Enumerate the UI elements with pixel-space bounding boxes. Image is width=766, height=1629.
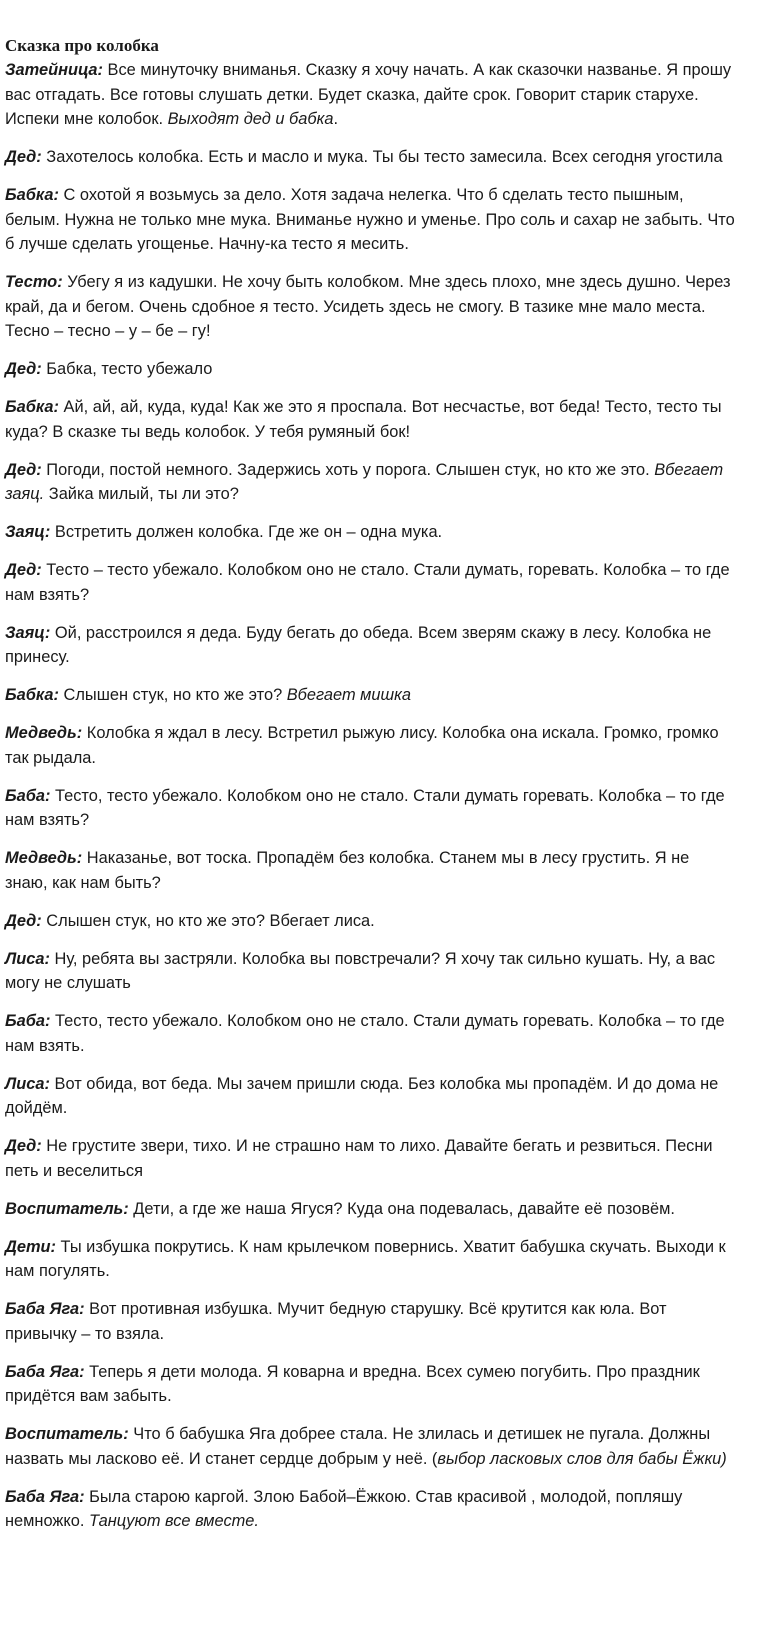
dialogue-paragraph (5, 683, 735, 708)
dialogue-text: Наказанье, вот тоска. Пропадём без колобка. Станем мы в лесу грустить. Я не знаю, как нам быть? (5, 849, 690, 892)
document-page (5, 34, 735, 1547)
dialogue-text: Ай, ай, ай, куда, куда! Как же это я проспала. Вот несчастье, вот беда! Тесто, тесто ты куда? В сказке ты ведь колобок. У тебя румяный бок! (5, 398, 722, 441)
speaker-name: Лиса: (5, 949, 50, 968)
dialogue-text: Все минуточку вниманья. Сказку я хочу начать. А как сказочки названье. Я прошу вас отгадать. Все готовы слушать детки. Будет сказка, дайте срок. Говорит старик старухе. Испеки мне колобок. (5, 61, 732, 128)
dialogue-paragraph (5, 1134, 735, 1183)
speaker-name: Бабка: (5, 398, 59, 416)
dialogue-text: Захотелось колобка. Есть и масло и мука. Ты бы тесто замесила. Всех сегодня угостила (41, 148, 723, 166)
speaker-name: Дед: (5, 1137, 42, 1155)
dialogue-paragraph (5, 721, 735, 770)
speaker-name: Баба Яга: (5, 1300, 85, 1318)
dialogue-text: С охотой я возьмусь за дело. Хотя задача нелегка. Что б сделать тесто пышным, белым. Нужна не только мне мука. Вниманье нужно и уменье. Про соль и сахар не забыть. Что б лучше сделать угощенье. Начну-ка тесто я месить. (5, 186, 735, 253)
dialogue-paragraph (5, 909, 735, 934)
dialogue-paragraph (5, 784, 735, 833)
stage-direction: Вбегает заяц. (5, 460, 724, 503)
stage-direction: Вбегает мишка (286, 686, 411, 704)
dialogue-text: Не грустите звери, тихо. И не страшно нам то лихо. Давайте бегать и резвиться. Песни петь и веселиться (5, 1137, 713, 1180)
dialogue-text: Вот противная избушка. Мучит бедную старушку. Всё крутится как юла. Вот привычку – то взяла. (5, 1300, 667, 1343)
dialogue-text: Тесто, тесто убежало. Колобком оно не стало. Стали думать горевать. Колобка – то где нам взять. (5, 1012, 725, 1055)
dialogue-text: Слышен стук, но кто же это? (58, 686, 287, 704)
document-title: Сказка про колобка (5, 36, 159, 55)
speaker-name: Медведь: (5, 724, 83, 742)
dialogue-paragraph (5, 270, 735, 344)
dialogue-text: Ой, расстроился я деда. Буду бегать до обеда. Всем зверям скажу в лесу. Колобка не принесу. (5, 623, 712, 666)
speaker-name: Дед: (5, 561, 42, 579)
dialogue-text: Что б бабушка Яга добрее стала. Не злилась и детишек не пугала. Должны назвать мы ласково её. И станет сердце добрым у неё. ( (5, 1425, 711, 1468)
dialogue-text-after: . (333, 110, 338, 128)
speaker-name: Бабка: (5, 186, 59, 204)
speaker-name: Воспитатель: (5, 1199, 129, 1218)
dialogue-paragraph (5, 1297, 735, 1346)
stage-direction: выбор ласковых слов для бабы Ёжки) (437, 1449, 727, 1468)
dialogue-paragraph (5, 520, 735, 545)
dialogue-paragraph (5, 1485, 735, 1534)
dialogue-text: Тесто – тесто убежало. Колобком оно не стало. Стали думать, горевать. Колобка – то где нам взять? (5, 561, 730, 604)
dialogue-text: Встретить должен колобка. Где же он – одна мука. (50, 523, 443, 541)
dialogue-paragraph (5, 846, 735, 895)
dialogue-paragraph (5, 621, 735, 670)
speaker-name: Бабка: (5, 686, 59, 704)
speaker-name: Тесто: (5, 273, 63, 291)
stage-direction: Выходят дед и бабка (167, 110, 334, 128)
dialogue-text: Колобка я ждал в лесу. Встретил рыжую лису. Колобка она искала. Громко, громко так рыдала. (5, 724, 719, 767)
dialogue-paragraph (5, 58, 735, 132)
speaker-name: Медведь: (5, 849, 83, 867)
dialogue-paragraph (5, 1422, 735, 1471)
dialogue-text: Ты избушка покрутись. К нам крылечком повернись. Хватит бабушка скучать. Выходи к нам погулять. (5, 1237, 726, 1280)
speaker-name: Баба: (5, 786, 51, 805)
dialogue-paragraph (5, 145, 735, 170)
speaker-name: Лиса: (5, 1074, 50, 1093)
dialogue-paragraph (5, 1072, 735, 1121)
dialogue-paragraph (5, 1009, 735, 1058)
dialogue-text: Погоди, постой немного. Задержись хоть у порога. Слышен стук, но кто же это. (41, 460, 655, 479)
stage-direction: Танцуют все вместе. (88, 1512, 259, 1530)
dialogue-text-after: Зайка милый, ты ли это? (44, 485, 239, 503)
dialogue-paragraph (5, 947, 735, 996)
dialogue-text: Слышен стук, но кто же это? Вбегает лиса. (41, 911, 375, 930)
dialogue-text: Тесто, тесто убежало. Колобком оно не стало. Стали думать горевать. Колобка – то где нам взять? (5, 786, 725, 829)
speaker-name: Дед: (5, 148, 42, 166)
dialogue-paragraph (5, 357, 735, 382)
dialogue-paragraph (5, 183, 735, 257)
speaker-name: Затейница: (5, 61, 103, 79)
dialogue-text: Была старою каргой. Злою Бабой–Ёжкою. Став красивой , молодой, попляшу немножко. (5, 1487, 683, 1530)
dialogue-paragraph (5, 1360, 735, 1409)
speaker-name: Заяц: (5, 623, 51, 642)
speaker-name: Воспитатель: (5, 1425, 129, 1443)
speaker-name: Заяц: (5, 523, 51, 541)
speaker-name: Дед: (5, 911, 42, 930)
dialogue-text: Теперь я дети молода. Я коварна и вредна. Всех сумею погубить. Про праздник придётся вам забыть. (5, 1362, 700, 1405)
speaker-name: Баба Яга: (5, 1362, 85, 1381)
dialogue-text: Убегу я из кадушки. Не хочу быть колобком. Мне здесь плохо, мне здесь душно. Через край, да и бегом. Очень сдобное я тесто. Усидеть здесь не смогу. В тазике мне мало места. Тесно – тесно – у – бе – гу! (5, 273, 731, 340)
dialogue-paragraph (5, 1197, 735, 1222)
dialogue-paragraph (5, 558, 735, 607)
dialogue-paragraph (5, 1235, 735, 1284)
dialogue-paragraph (5, 395, 735, 444)
speaker-name: Дед: (5, 460, 42, 479)
speaker-name: Баба Яга: (5, 1487, 85, 1506)
speaker-name: Дед: (5, 360, 42, 378)
dialogue-paragraph (5, 458, 735, 507)
speaker-name: Дети: (5, 1237, 56, 1256)
dialogue-text: Дети, а где же наша Ягуся? Куда она подевалась, давайте её позовём. (128, 1199, 675, 1218)
dialogue-text: Ну, ребята вы застряли. Колобка вы повстречали? Я хочу так сильно кушать. Ну, а вас могу не слушать (5, 949, 716, 992)
dialogue-text: Бабка, тесто убежало (41, 360, 213, 378)
speaker-name: Баба: (5, 1012, 51, 1030)
dialogue-text: Вот обида, вот беда. Мы зачем пришли сюда. Без колобка мы пропадём. И до дома не дойдём. (5, 1074, 719, 1117)
paragraph-list (5, 58, 735, 1534)
